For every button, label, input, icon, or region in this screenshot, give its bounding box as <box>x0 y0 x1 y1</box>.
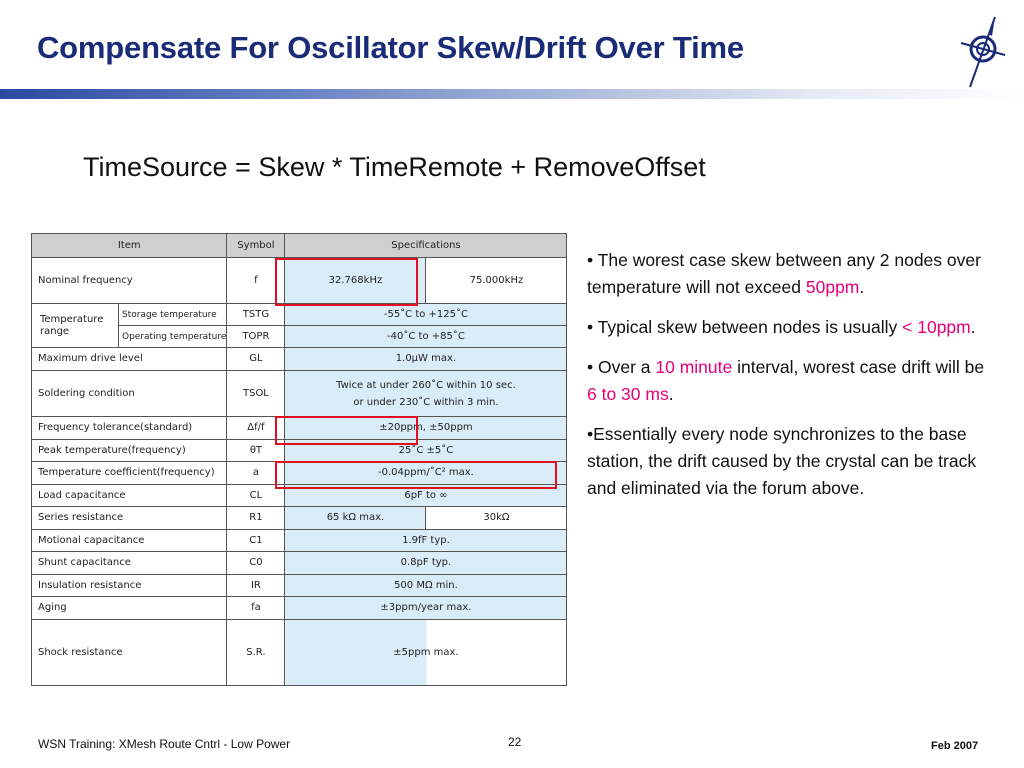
spec-storage-temperature: -55˚C to +125˚C <box>285 304 567 326</box>
bullet-1-text: • The worest case skew between any 2 nodes over temperature will not exceed <box>587 250 981 297</box>
symbol-storage-temperature: TSTG <box>227 304 285 326</box>
bullet-2-highlight: < 10ppm <box>902 317 971 337</box>
symbol-drive-level: GL <box>227 348 285 371</box>
table-row <box>32 530 567 552</box>
item-storage-temperature: Storage temperature <box>119 304 227 326</box>
title-underline-bar <box>0 89 1024 99</box>
item-series-resistance: Series resistance <box>32 507 227 530</box>
bullet-3-highlight-interval: 10 minute <box>655 357 733 377</box>
symbol-operating-temperature: TOPR <box>227 326 285 348</box>
symbol-soldering-condition: TSOL <box>227 371 285 417</box>
bullet-3-highlight-drift: 6 to 30 ms <box>587 384 669 404</box>
table-row <box>32 507 567 530</box>
spec-peak-temperature: 25˚C ±5˚C <box>285 440 567 462</box>
bullet-1-highlight: 50ppm <box>805 277 860 297</box>
highlight-box-frequency-tolerance <box>275 416 418 445</box>
bullet-3-end: . <box>668 384 674 404</box>
header-specifications: Specifications <box>285 234 567 258</box>
item-peak-temperature: Peak temperature(frequency) <box>32 440 227 462</box>
spec-series-resistance-b: 30kΩ <box>426 507 567 530</box>
item-frequency-tolerance: Frequency tolerance(standard) <box>32 417 227 440</box>
item-drive-level: Maximum drive level <box>32 348 227 371</box>
bullet-2-end: . <box>970 317 976 337</box>
time-formula: TimeSource = Skew * TimeRemote + RemoveOffset <box>83 152 706 182</box>
bullet-item-typical-skew <box>587 314 987 341</box>
footer-date: Feb 2007 <box>931 740 979 752</box>
symbol-aging: fa <box>227 597 285 620</box>
spec-aging: ±3ppm/year max. <box>285 597 567 620</box>
bullet-item-synchronize: •Essentially every node synchronizes to the base station, the drift caused by the crystal can be track and eliminated via the forum above. <box>587 424 977 498</box>
table-row <box>32 552 567 575</box>
header-symbol: Symbol <box>227 234 285 258</box>
highlight-box-temperature-coefficient <box>275 461 557 489</box>
bullet-1-end: . <box>859 277 865 297</box>
item-load-capacitance: Load capacitance <box>32 485 227 507</box>
item-shock-resistance: Shock resistance <box>32 620 227 686</box>
footer-course-title: WSN Training: XMesh Route Cntrl - Low Power <box>38 737 291 751</box>
symbol-shock-resistance: S.R. <box>227 620 285 686</box>
footer-page-number: 22 <box>508 735 522 749</box>
table-header-row <box>32 234 567 258</box>
symbol-nominal-frequency: f <box>227 258 285 304</box>
table-row <box>32 304 567 326</box>
spec-shunt-capacitance: 0.8pF typ. <box>285 552 567 575</box>
spec-motional-capacitance: 1.9fF typ. <box>285 530 567 552</box>
bullet-item-worst-skew <box>587 247 987 301</box>
symbol-insulation-resistance: IR <box>227 575 285 597</box>
item-soldering-condition: Soldering condition <box>32 371 227 417</box>
compass-logo-icon <box>955 14 1011 90</box>
item-nominal-frequency: Nominal frequency <box>32 258 227 304</box>
soldering-line-2: or under 230˚C within 3 min. <box>353 396 499 408</box>
symbol-motional-capacitance: C1 <box>227 530 285 552</box>
bullet-item-drift <box>587 354 987 408</box>
spec-drive-level: 1.0µW max. <box>285 348 567 371</box>
spec-frequency-tolerance: ±20ppm, ±50ppm <box>285 417 567 440</box>
item-operating-temperature: Operating temperature <box>119 326 227 348</box>
item-motional-capacitance: Motional capacitance <box>32 530 227 552</box>
bullet-list <box>587 247 987 515</box>
symbol-series-resistance: R1 <box>227 507 285 530</box>
table-row <box>32 597 567 620</box>
slide-title: Compensate For Oscillator Skew/Drift Over Time <box>37 30 744 65</box>
spec-load-capacitance: 6pF to ∞ <box>285 485 567 507</box>
spec-series-resistance-a: 65 kΩ max. <box>285 507 426 530</box>
spec-nominal-32khz: 32.768kHz <box>285 258 426 304</box>
item-aging: Aging <box>32 597 227 620</box>
bullet-2-text: • Typical skew between nodes is usually <box>587 317 903 337</box>
header-item: Item <box>32 234 227 258</box>
symbol-frequency-tolerance: Δf/f <box>227 417 285 440</box>
soldering-line-1: Twice at under 260˚C within 10 sec. <box>336 379 516 391</box>
table-row <box>32 620 567 686</box>
symbol-shunt-capacitance: C0 <box>227 552 285 575</box>
item-shunt-capacitance: Shunt capacitance <box>32 552 227 575</box>
spec-temperature-coefficient: -0.04ppm/˚C² max. <box>285 462 567 485</box>
spec-insulation-resistance: 500 MΩ min. <box>285 575 567 597</box>
item-insulation-resistance: Insulation resistance <box>32 575 227 597</box>
item-temperature-range: Temperature range <box>32 304 119 348</box>
item-temperature-coefficient: Temperature coefficient(frequency) <box>32 462 227 485</box>
bullet-3-text: • Over a <box>587 357 656 377</box>
highlight-box-nominal-frequency <box>275 258 418 306</box>
spec-shock-resistance: ±5ppm max. <box>285 620 567 686</box>
symbol-load-capacitance: CL <box>227 485 285 507</box>
spec-soldering-condition <box>285 371 567 417</box>
spec-operating-temperature: -40˚C to +85˚C <box>285 326 567 348</box>
symbol-temperature-coefficient: a <box>227 462 285 485</box>
table-row <box>32 348 567 371</box>
spec-nominal-75khz: 75.000kHz <box>426 258 567 304</box>
bullet-3-middle: interval, worest case drift will be <box>732 357 985 377</box>
symbol-peak-temperature: θT <box>227 440 285 462</box>
table-row <box>32 575 567 597</box>
table-row <box>32 371 567 417</box>
